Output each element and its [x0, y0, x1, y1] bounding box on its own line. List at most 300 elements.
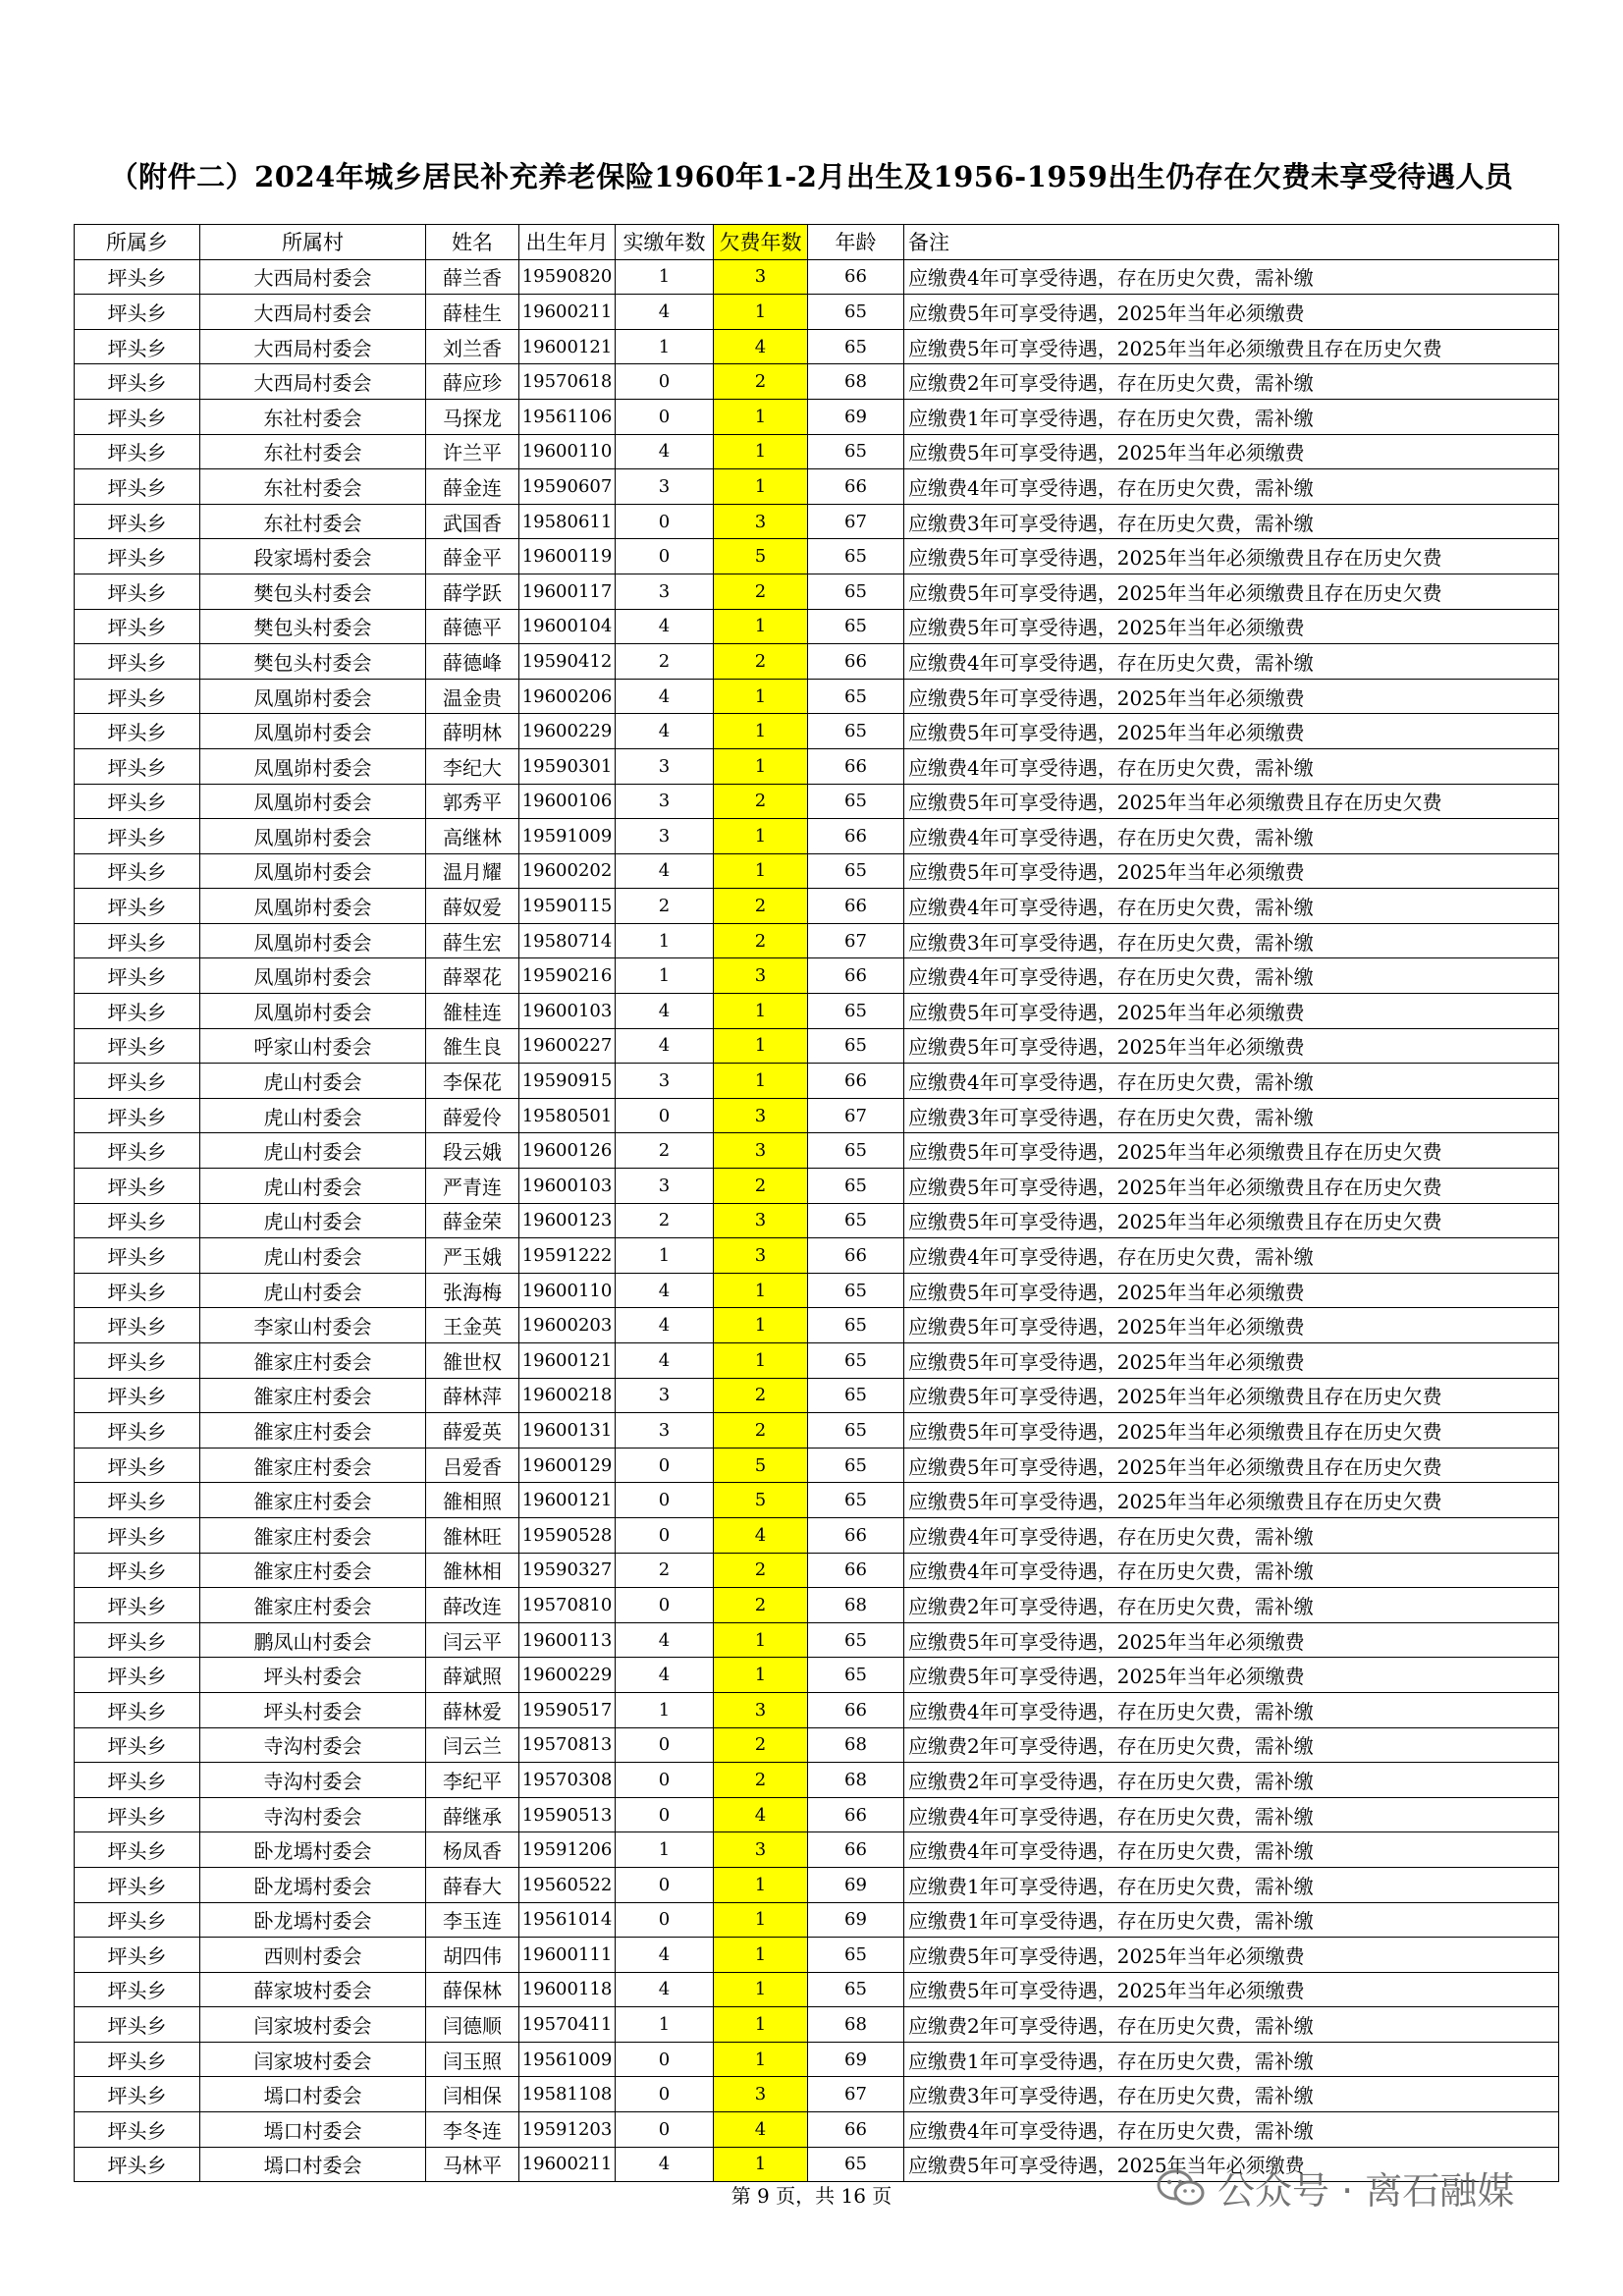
- cell-age: 67: [808, 923, 904, 958]
- cell-age: 66: [808, 1692, 904, 1727]
- cell-village: 寺沟村委会: [200, 1727, 426, 1763]
- cell-arrears-years: 3: [714, 259, 808, 295]
- cell-paid-years: 2: [616, 1133, 714, 1169]
- cell-name: 雒林旺: [426, 1517, 519, 1553]
- cell-name: 郭秀平: [426, 784, 519, 819]
- cell-remarks: 应缴费5年可享受待遇，2025年当年必须缴费: [904, 1658, 1559, 1693]
- data-table: [74, 224, 1559, 2182]
- cell-township: 坪头乡: [75, 1902, 200, 1938]
- table-row: [75, 1902, 1559, 1938]
- cell-name: 雒相照: [426, 1483, 519, 1518]
- cell-birth-date: 19600211: [519, 295, 616, 330]
- cell-remarks: 应缴费4年可享受待遇，存在历史欠费，需补缴: [904, 1797, 1559, 1832]
- cell-village: 大西局村委会: [200, 259, 426, 295]
- cell-remarks: 应缴费2年可享受待遇，存在历史欠费，需补缴: [904, 1727, 1559, 1763]
- cell-remarks: 应缴费5年可享受待遇，2025年当年必须缴费: [904, 1622, 1559, 1658]
- cell-paid-years: 1: [616, 2007, 714, 2043]
- cell-township: 坪头乡: [75, 1308, 200, 1343]
- cell-paid-years: 4: [616, 2147, 714, 2182]
- table-row: [75, 469, 1559, 505]
- cell-village: 东社村委会: [200, 434, 426, 469]
- page-title: （附件二）2024年城乡居民补充养老保险1960年1-2月出生及1956-1959出生仍存在欠费未享受待遇人员: [109, 160, 1514, 193]
- cell-age: 65: [808, 295, 904, 330]
- cell-birth-date: 19590115: [519, 889, 616, 924]
- table-row: [75, 1797, 1559, 1832]
- table-row: [75, 784, 1559, 819]
- table-row: [75, 1517, 1559, 1553]
- cell-remarks: 应缴费5年可享受待遇，2025年当年必须缴费: [904, 1308, 1559, 1343]
- cell-township: 坪头乡: [75, 714, 200, 749]
- cell-birth-date: 19600113: [519, 1622, 616, 1658]
- cell-birth-date: 19580611: [519, 504, 616, 539]
- cell-township: 坪头乡: [75, 434, 200, 469]
- cell-remarks: 应缴费5年可享受待遇，2025年当年必须缴费: [904, 853, 1559, 889]
- cell-township: 坪头乡: [75, 1797, 200, 1832]
- cell-age: 69: [808, 399, 904, 434]
- cell-village: 墕口村委会: [200, 2077, 426, 2112]
- cell-birth-date: 19580501: [519, 1098, 616, 1133]
- cell-paid-years: 0: [616, 1867, 714, 1902]
- cell-paid-years: 1: [616, 329, 714, 364]
- cell-arrears-years: 2: [714, 1553, 808, 1588]
- cell-remarks: 应缴费5年可享受待遇，2025年当年必须缴费: [904, 1273, 1559, 1308]
- cell-remarks: 应缴费5年可享受待遇，2025年当年必须缴费: [904, 609, 1559, 644]
- table-row: [75, 679, 1559, 714]
- cell-arrears-years: 2: [714, 1588, 808, 1623]
- table-row: [75, 1378, 1559, 1413]
- cell-age: 66: [808, 1553, 904, 1588]
- cell-arrears-years: 2: [714, 1763, 808, 1798]
- cell-arrears-years: 3: [714, 504, 808, 539]
- cell-township: 坪头乡: [75, 1169, 200, 1204]
- table-row: [75, 364, 1559, 400]
- cell-remarks: 应缴费5年可享受待遇，2025年当年必须缴费且存在历史欠费: [904, 574, 1559, 609]
- cell-remarks: 应缴费5年可享受待遇，2025年当年必须缴费且存在历史欠费: [904, 539, 1559, 574]
- cell-paid-years: 4: [616, 434, 714, 469]
- cell-remarks: 应缴费5年可享受待遇，2025年当年必须缴费且存在历史欠费: [904, 1448, 1559, 1483]
- cell-birth-date: 19590327: [519, 1553, 616, 1588]
- cell-township: 坪头乡: [75, 574, 200, 609]
- table-row: [75, 1727, 1559, 1763]
- table-row: [75, 259, 1559, 295]
- cell-arrears-years: 2: [714, 1413, 808, 1449]
- cell-name: 闫德顺: [426, 2007, 519, 2043]
- cell-arrears-years: 1: [714, 1658, 808, 1693]
- cell-village: 东社村委会: [200, 399, 426, 434]
- cell-paid-years: 2: [616, 1553, 714, 1588]
- table-row: [75, 1203, 1559, 1238]
- cell-age: 66: [808, 1064, 904, 1099]
- cell-arrears-years: 1: [714, 1028, 808, 1064]
- cell-name: 闫相保: [426, 2077, 519, 2112]
- cell-remarks: 应缴费4年可享受待遇，存在历史欠费，需补缴: [904, 1064, 1559, 1099]
- cell-arrears-years: 3: [714, 2077, 808, 2112]
- cell-arrears-years: 2: [714, 784, 808, 819]
- table-row: [75, 399, 1559, 434]
- table-row: [75, 2077, 1559, 2112]
- cell-township: 坪头乡: [75, 819, 200, 854]
- cell-paid-years: 4: [616, 609, 714, 644]
- table-row: [75, 1763, 1559, 1798]
- cell-village: 雒家庄村委会: [200, 1483, 426, 1518]
- cell-arrears-years: 1: [714, 2147, 808, 2182]
- cell-name: 李纪大: [426, 748, 519, 784]
- cell-birth-date: 19590517: [519, 1692, 616, 1727]
- cell-village: 雒家庄村委会: [200, 1448, 426, 1483]
- cell-name: 闫云平: [426, 1622, 519, 1658]
- header-birth-date: 出生年月: [519, 225, 616, 260]
- cell-township: 坪头乡: [75, 958, 200, 994]
- cell-birth-date: 19600202: [519, 853, 616, 889]
- cell-remarks: 应缴费1年可享受待遇，存在历史欠费，需补缴: [904, 1867, 1559, 1902]
- cell-birth-date: 19600118: [519, 1972, 616, 2007]
- header-village: 所属村: [200, 225, 426, 260]
- cell-village: 凤凰峁村委会: [200, 958, 426, 994]
- cell-township: 坪头乡: [75, 1763, 200, 1798]
- cell-remarks: 应缴费3年可享受待遇，存在历史欠费，需补缴: [904, 504, 1559, 539]
- cell-paid-years: 0: [616, 1588, 714, 1623]
- cell-village: 樊包头村委会: [200, 574, 426, 609]
- cell-birth-date: 19590607: [519, 469, 616, 505]
- cell-name: 薛桂生: [426, 295, 519, 330]
- cell-township: 坪头乡: [75, 644, 200, 680]
- cell-arrears-years: 1: [714, 819, 808, 854]
- cell-age: 68: [808, 364, 904, 400]
- cell-birth-date: 19600203: [519, 1308, 616, 1343]
- cell-birth-date: 19600229: [519, 714, 616, 749]
- cell-arrears-years: 5: [714, 1483, 808, 1518]
- cell-arrears-years: 1: [714, 1867, 808, 1902]
- cell-village: 虎山村委会: [200, 1169, 426, 1204]
- cell-village: 雒家庄村委会: [200, 1378, 426, 1413]
- cell-township: 坪头乡: [75, 1553, 200, 1588]
- cell-birth-date: 19600126: [519, 1133, 616, 1169]
- cell-arrears-years: 3: [714, 1098, 808, 1133]
- cell-paid-years: 4: [616, 295, 714, 330]
- cell-village: 段家墕村委会: [200, 539, 426, 574]
- cell-birth-date: 19600121: [519, 1483, 616, 1518]
- cell-name: 薛德平: [426, 609, 519, 644]
- table-row: [75, 1133, 1559, 1169]
- cell-arrears-years: 1: [714, 2007, 808, 2043]
- cell-name: 薛生宏: [426, 923, 519, 958]
- cell-name: 雒生良: [426, 1028, 519, 1064]
- cell-name: 薛爱英: [426, 1413, 519, 1449]
- cell-remarks: 应缴费4年可享受待遇，存在历史欠费，需补缴: [904, 469, 1559, 505]
- cell-remarks: 应缴费5年可享受待遇，2025年当年必须缴费: [904, 295, 1559, 330]
- cell-age: 69: [808, 1902, 904, 1938]
- cell-township: 坪头乡: [75, 1064, 200, 1099]
- cell-arrears-years: 4: [714, 2112, 808, 2148]
- cell-paid-years: 0: [616, 1763, 714, 1798]
- table-body: [75, 259, 1559, 2182]
- table-row: [75, 1867, 1559, 1902]
- cell-township: 坪头乡: [75, 329, 200, 364]
- cell-paid-years: 0: [616, 1517, 714, 1553]
- cell-remarks: 应缴费1年可享受待遇，存在历史欠费，需补缴: [904, 2042, 1559, 2077]
- cell-arrears-years: 1: [714, 748, 808, 784]
- cell-birth-date: 19600206: [519, 679, 616, 714]
- cell-age: 68: [808, 1763, 904, 1798]
- table-row: [75, 923, 1559, 958]
- cell-birth-date: 19600104: [519, 609, 616, 644]
- cell-arrears-years: 1: [714, 714, 808, 749]
- cell-arrears-years: 3: [714, 1133, 808, 1169]
- cell-name: 马林平: [426, 2147, 519, 2182]
- cell-paid-years: 1: [616, 1832, 714, 1868]
- cell-township: 坪头乡: [75, 1972, 200, 2007]
- cell-age: 65: [808, 784, 904, 819]
- cell-village: 闫家坡村委会: [200, 2042, 426, 2077]
- cell-township: 坪头乡: [75, 1448, 200, 1483]
- cell-village: 凤凰峁村委会: [200, 889, 426, 924]
- cell-village: 凤凰峁村委会: [200, 784, 426, 819]
- table-row: [75, 1064, 1559, 1099]
- cell-birth-date: 19600110: [519, 434, 616, 469]
- cell-name: 薛爱伶: [426, 1098, 519, 1133]
- cell-village: 墕口村委会: [200, 2147, 426, 2182]
- cell-age: 65: [808, 1622, 904, 1658]
- cell-age: 65: [808, 329, 904, 364]
- cell-paid-years: 4: [616, 1028, 714, 1064]
- table-row: [75, 2007, 1559, 2043]
- cell-age: 65: [808, 853, 904, 889]
- table-row: [75, 1588, 1559, 1623]
- cell-paid-years: 4: [616, 1308, 714, 1343]
- cell-township: 坪头乡: [75, 2007, 200, 2043]
- cell-arrears-years: 1: [714, 1308, 808, 1343]
- cell-birth-date: 19600119: [519, 539, 616, 574]
- header-arrears-years: 欠费年数: [714, 225, 808, 260]
- cell-age: 65: [808, 434, 904, 469]
- cell-village: 凤凰峁村委会: [200, 923, 426, 958]
- cell-birth-date: 19600106: [519, 784, 616, 819]
- cell-remarks: 应缴费5年可享受待遇，2025年当年必须缴费且存在历史欠费: [904, 329, 1559, 364]
- page-footer: 第 9 页，共 16 页: [730, 2184, 893, 2208]
- cell-remarks: 应缴费5年可享受待遇，2025年当年必须缴费且存在历史欠费: [904, 1203, 1559, 1238]
- cell-birth-date: 19590301: [519, 748, 616, 784]
- cell-township: 坪头乡: [75, 1378, 200, 1413]
- cell-arrears-years: 1: [714, 1902, 808, 1938]
- cell-name: 雒林相: [426, 1553, 519, 1588]
- cell-age: 65: [808, 1658, 904, 1693]
- cell-remarks: 应缴费5年可享受待遇，2025年当年必须缴费: [904, 1972, 1559, 2007]
- cell-name: 薛斌照: [426, 1658, 519, 1693]
- cell-age: 66: [808, 889, 904, 924]
- cell-paid-years: 3: [616, 1064, 714, 1099]
- cell-remarks: 应缴费4年可享受待遇，存在历史欠费，需补缴: [904, 889, 1559, 924]
- cell-name: 薛改连: [426, 1588, 519, 1623]
- cell-arrears-years: 1: [714, 1064, 808, 1099]
- cell-township: 坪头乡: [75, 259, 200, 295]
- cell-township: 坪头乡: [75, 784, 200, 819]
- table-row: [75, 644, 1559, 680]
- cell-name: 吕爱香: [426, 1448, 519, 1483]
- cell-age: 67: [808, 504, 904, 539]
- cell-age: 65: [808, 2147, 904, 2182]
- cell-village: 虎山村委会: [200, 1203, 426, 1238]
- cell-remarks: 应缴费4年可享受待遇，存在历史欠费，需补缴: [904, 1832, 1559, 1868]
- cell-name: 高继林: [426, 819, 519, 854]
- cell-township: 坪头乡: [75, 2042, 200, 2077]
- cell-village: 雒家庄村委会: [200, 1343, 426, 1379]
- cell-birth-date: 19591203: [519, 2112, 616, 2148]
- cell-paid-years: 4: [616, 1343, 714, 1379]
- cell-remarks: 应缴费2年可享受待遇，存在历史欠费，需补缴: [904, 2007, 1559, 2043]
- cell-name: 薛保林: [426, 1972, 519, 2007]
- cell-age: 68: [808, 2007, 904, 2043]
- cell-birth-date: 19600129: [519, 1448, 616, 1483]
- cell-age: 66: [808, 644, 904, 680]
- cell-arrears-years: 2: [714, 1169, 808, 1204]
- cell-age: 65: [808, 1133, 904, 1169]
- cell-name: 张海梅: [426, 1273, 519, 1308]
- cell-paid-years: 3: [616, 784, 714, 819]
- cell-age: 68: [808, 1727, 904, 1763]
- cell-remarks: 应缴费5年可享受待遇，2025年当年必须缴费: [904, 1028, 1559, 1064]
- cell-township: 坪头乡: [75, 609, 200, 644]
- cell-paid-years: 3: [616, 748, 714, 784]
- cell-township: 坪头乡: [75, 923, 200, 958]
- cell-age: 65: [808, 1483, 904, 1518]
- cell-birth-date: 19600121: [519, 329, 616, 364]
- cell-remarks: 应缴费4年可享受待遇，存在历史欠费，需补缴: [904, 644, 1559, 680]
- cell-age: 69: [808, 1867, 904, 1902]
- cell-name: 武国香: [426, 504, 519, 539]
- cell-birth-date: 19600131: [519, 1413, 616, 1449]
- cell-name: 薛学跃: [426, 574, 519, 609]
- header-age: 年龄: [808, 225, 904, 260]
- cell-remarks: 应缴费5年可享受待遇，2025年当年必须缴费: [904, 1343, 1559, 1379]
- cell-arrears-years: 2: [714, 574, 808, 609]
- cell-name: 雒桂连: [426, 994, 519, 1029]
- cell-arrears-years: 3: [714, 1832, 808, 1868]
- cell-name: 严青连: [426, 1169, 519, 1204]
- cell-remarks: 应缴费5年可享受待遇，2025年当年必须缴费且存在历史欠费: [904, 1169, 1559, 1204]
- cell-remarks: 应缴费5年可享受待遇，2025年当年必须缴费且存在历史欠费: [904, 784, 1559, 819]
- table-row: [75, 819, 1559, 854]
- wechat-icon: [1157, 2168, 1206, 2208]
- cell-age: 65: [808, 1203, 904, 1238]
- cell-remarks: 应缴费5年可享受待遇，2025年当年必须缴费且存在历史欠费: [904, 1133, 1559, 1169]
- cell-birth-date: 19600117: [519, 574, 616, 609]
- cell-arrears-years: 1: [714, 994, 808, 1029]
- cell-paid-years: 1: [616, 923, 714, 958]
- cell-arrears-years: 5: [714, 1448, 808, 1483]
- cell-remarks: 应缴费2年可享受待遇，存在历史欠费，需补缴: [904, 364, 1559, 400]
- cell-village: 雒家庄村委会: [200, 1413, 426, 1449]
- cell-name: 薛明林: [426, 714, 519, 749]
- cell-village: 坪头村委会: [200, 1692, 426, 1727]
- cell-village: 凤凰峁村委会: [200, 679, 426, 714]
- cell-village: 凤凰峁村委会: [200, 748, 426, 784]
- table-row: [75, 434, 1559, 469]
- cell-township: 坪头乡: [75, 1133, 200, 1169]
- cell-remarks: 应缴费5年可享受待遇，2025年当年必须缴费且存在历史欠费: [904, 1483, 1559, 1518]
- cell-age: 66: [808, 259, 904, 295]
- table-row: [75, 853, 1559, 889]
- cell-name: 李保花: [426, 1064, 519, 1099]
- cell-birth-date: 19590915: [519, 1064, 616, 1099]
- table-row: [75, 504, 1559, 539]
- cell-village: 鹏凤山村委会: [200, 1622, 426, 1658]
- cell-township: 坪头乡: [75, 679, 200, 714]
- cell-name: 薛金连: [426, 469, 519, 505]
- cell-paid-years: 3: [616, 1378, 714, 1413]
- header-name: 姓名: [426, 225, 519, 260]
- cell-age: 66: [808, 819, 904, 854]
- cell-township: 坪头乡: [75, 399, 200, 434]
- cell-birth-date: 19600103: [519, 1169, 616, 1204]
- cell-village: 西则村委会: [200, 1938, 426, 1973]
- cell-township: 坪头乡: [75, 1622, 200, 1658]
- cell-arrears-years: 1: [714, 1622, 808, 1658]
- cell-village: 雒家庄村委会: [200, 1517, 426, 1553]
- cell-village: 李家山村委会: [200, 1308, 426, 1343]
- cell-arrears-years: 1: [714, 1938, 808, 1973]
- table-row: [75, 1483, 1559, 1518]
- cell-township: 坪头乡: [75, 2147, 200, 2182]
- cell-age: 66: [808, 1238, 904, 1274]
- cell-arrears-years: 4: [714, 1797, 808, 1832]
- cell-village: 凤凰峁村委会: [200, 994, 426, 1029]
- cell-village: 凤凰峁村委会: [200, 819, 426, 854]
- cell-township: 坪头乡: [75, 1832, 200, 1868]
- cell-paid-years: 3: [616, 574, 714, 609]
- cell-paid-years: 0: [616, 1797, 714, 1832]
- cell-paid-years: 4: [616, 679, 714, 714]
- cell-township: 坪头乡: [75, 504, 200, 539]
- cell-birth-date: 19600227: [519, 1028, 616, 1064]
- watermark-text: 公众号 · 离石融媒: [1217, 2169, 1515, 2213]
- cell-township: 坪头乡: [75, 1343, 200, 1379]
- cell-arrears-years: 1: [714, 1273, 808, 1308]
- cell-paid-years: 1: [616, 1238, 714, 1274]
- cell-village: 虎山村委会: [200, 1064, 426, 1099]
- cell-name: 王金英: [426, 1308, 519, 1343]
- cell-remarks: 应缴费5年可享受待遇，2025年当年必须缴费: [904, 1938, 1559, 1973]
- cell-name: 李玉连: [426, 1902, 519, 1938]
- cell-age: 65: [808, 1972, 904, 2007]
- cell-village: 凤凰峁村委会: [200, 714, 426, 749]
- cell-remarks: 应缴费5年可享受待遇，2025年当年必须缴费: [904, 434, 1559, 469]
- watermark: [1157, 2160, 1514, 2214]
- cell-paid-years: 4: [616, 853, 714, 889]
- cell-township: 坪头乡: [75, 1517, 200, 1553]
- cell-village: 大西局村委会: [200, 364, 426, 400]
- cell-township: 坪头乡: [75, 1588, 200, 1623]
- cell-age: 65: [808, 1448, 904, 1483]
- cell-township: 坪头乡: [75, 748, 200, 784]
- cell-remarks: 应缴费4年可享受待遇，存在历史欠费，需补缴: [904, 1692, 1559, 1727]
- cell-age: 68: [808, 1588, 904, 1623]
- cell-paid-years: 0: [616, 1448, 714, 1483]
- cell-arrears-years: 2: [714, 364, 808, 400]
- cell-name: 薛林萍: [426, 1378, 519, 1413]
- cell-remarks: 应缴费2年可享受待遇，存在历史欠费，需补缴: [904, 1763, 1559, 1798]
- cell-village: 卧龙墕村委会: [200, 1902, 426, 1938]
- cell-village: 呼家山村委会: [200, 1028, 426, 1064]
- cell-name: 闫玉照: [426, 2042, 519, 2077]
- table-row: [75, 1658, 1559, 1693]
- cell-birth-date: 19561106: [519, 399, 616, 434]
- cell-birth-date: 19600121: [519, 1343, 616, 1379]
- cell-age: 67: [808, 1098, 904, 1133]
- cell-remarks: 应缴费3年可享受待遇，存在历史欠费，需补缴: [904, 1098, 1559, 1133]
- cell-arrears-years: 3: [714, 1203, 808, 1238]
- cell-remarks: 应缴费4年可享受待遇，存在历史欠费，需补缴: [904, 958, 1559, 994]
- cell-birth-date: 19561014: [519, 1902, 616, 1938]
